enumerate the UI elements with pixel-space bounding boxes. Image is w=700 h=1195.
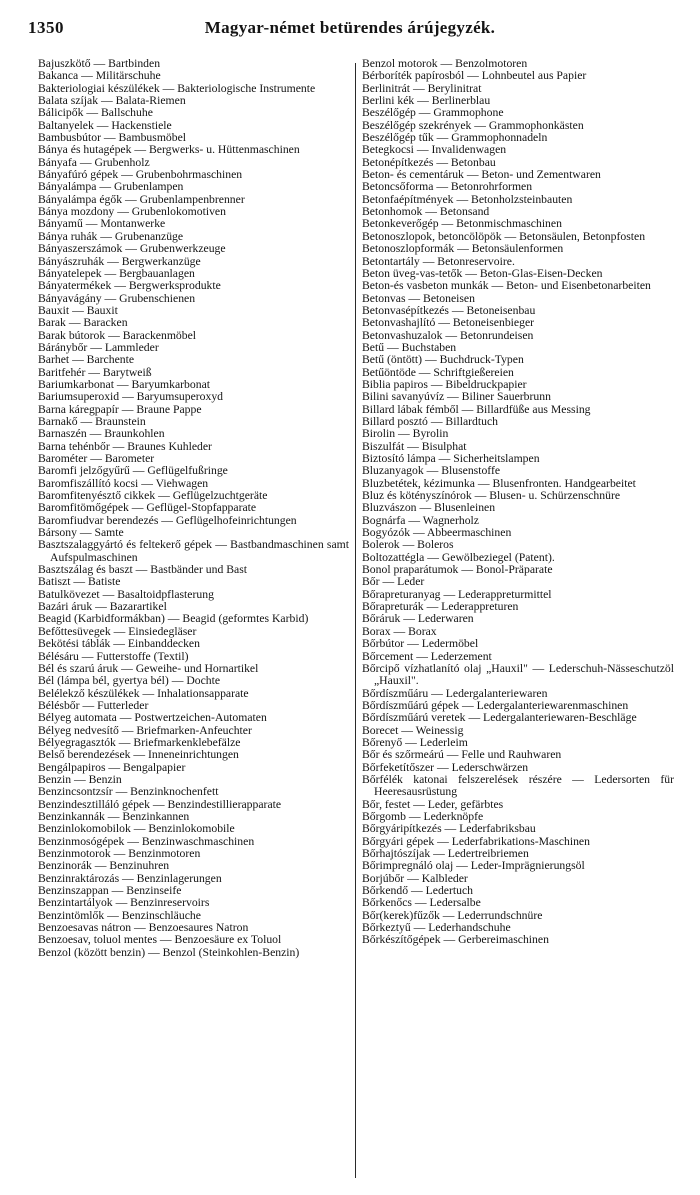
index-entry: Beton- és cementáruk — Beton- und Zementwaren	[362, 168, 601, 182]
index-entry: Bőr, festet — Leder, gefärbtes	[362, 797, 504, 811]
right-column	[362, 58, 674, 947]
index-entry: Beagid (Karbidformákban) — Beagid (geformtes Karbid)	[38, 612, 309, 626]
index-entry: Benzincsontzsír — Benzinknochenfett	[38, 785, 219, 799]
index-entry: Befőttesüvegek — Einsiedegläser	[38, 624, 197, 638]
index-entry: Bengálpapiros — Bengalpapier	[38, 760, 186, 774]
index-entry: Betoncsőforma — Betonrohrformen	[362, 180, 533, 194]
index-entry: Benzinlokomobilok — Benzinlokomobile	[38, 822, 235, 836]
index-entry: Bőrkenőcs — Ledersalbe	[362, 896, 481, 910]
index-entry: Bőrgomb — Lederknöpfe	[362, 809, 484, 823]
index-entry: Borax — Borax	[362, 624, 437, 638]
index-entry: Biztosító lámpa — Sicherheitslampen	[362, 452, 540, 465]
index-entry: Bánya ruhák — Grubenanzüge	[38, 229, 184, 243]
index-entry: Betonvashajlító — Betoneisenbieger	[362, 316, 535, 330]
index-entry: Batulkövezet — Basaltoidpflasterung	[38, 587, 214, 601]
index-entry: Beton-és vasbeton munkák — Beton- und Eisenbetonarbeiten	[362, 279, 651, 293]
index-entry: Bognárfa — Wagnerholz	[362, 513, 479, 527]
index-entry: Beszélőgép — Grammophone	[362, 106, 504, 120]
index-entry: Bőrdíszműárú veretek — Ledergalanteriewaren-Beschläge	[362, 711, 637, 725]
index-entry: Bilini savanyúvíz — Biliner Sauerbrunn	[362, 390, 551, 404]
index-entry: Bőrdíszműárú gépek — Ledergalanteriewarenmaschinen	[362, 698, 629, 712]
index-entry: Betonoszlopformák — Betonsäulenformen	[362, 242, 564, 256]
index-entry: Bányatelepek — Bergbauanlagen	[38, 266, 195, 280]
index-entry: Bluzanyagok — Blusenstoffe	[362, 464, 501, 478]
index-entry: Bányavágány — Grubenschienen	[38, 291, 196, 305]
index-entry: Benzindesztilláló gépek — Benzindestillierapparate	[38, 797, 282, 811]
index-entry: Barométer — Barometer	[38, 452, 155, 465]
index-entry: Barhet — Barchente	[38, 353, 135, 367]
index-entry: Benzinmotorok — Benzinmotoren	[38, 847, 201, 860]
index-entry: Borjúbőr — Kalbleder	[362, 871, 468, 885]
index-entry: Bőr és szőrmeárú — Felle und Rauhwaren	[362, 748, 562, 762]
index-entry: Billard lábak fémből — Billardfüße aus Messing	[362, 402, 591, 416]
index-entry: Bogyózók — Abbeermaschinen	[362, 526, 512, 540]
index-entry: Barnakő — Braunstein	[38, 414, 146, 428]
index-entry: Bakteriologiai készülékek — Bakteriologische Instrumente	[38, 81, 316, 95]
index-entry: Bőrkeztyű — Lederhandschuhe	[362, 921, 511, 935]
index-entry: Betű — Buchstaben	[362, 340, 457, 354]
index-entry: Betonhomok — Betonsand	[362, 205, 490, 219]
index-entry: Bélyegragasztók — Briefmarkenklebefälze	[38, 735, 241, 749]
index-entry: Bőrcement — Lederzement	[362, 649, 492, 663]
index-entry: Barak — Baracken	[38, 316, 128, 330]
index-entry: Bélésbőr — Futterleder	[38, 698, 149, 712]
index-entry: Bőrcipő vízhatlanító olaj „Hauxil" — Lederschuh-Nässeschutzöl „Hauxil".	[362, 661, 674, 688]
index-entry: Bányalámpa — Grubenlampen	[38, 180, 184, 194]
index-entry: Bőrfeketítőszer — Lederschwärzen	[362, 760, 529, 774]
index-entry: Benzol motorok — Benzolmotoren	[362, 57, 528, 70]
index-entry: Basztszalaggyártó és feltekerő gépek — Bastbandmaschinen samt Aufspulmaschinen	[38, 538, 349, 564]
index-entry: Bőrapreturák — Lederappreturen	[362, 600, 519, 614]
index-entry: Belélekző készülékek — Inhalationsapparate	[38, 686, 249, 700]
index-entry: Betonkeverőgép — Betonmischmaschinen	[362, 217, 562, 231]
index-entry: Bőrkendő — Ledertuch	[362, 884, 473, 898]
index-entry: Bánya és hutagépek — Bergwerks- u. Hüttenmaschinen	[38, 143, 300, 157]
index-entry: Bőrdíszműáru — Ledergalanteriewaren	[362, 686, 548, 700]
index-entry: Beton üveg-vas-tetők — Beton-Glas-Eisen-Decken	[362, 266, 603, 280]
index-entry: Benzin — Benzin	[38, 772, 122, 786]
index-entry: Baltanyelek — Hackenstiele	[38, 118, 172, 132]
index-entry: Barna tehénbőr — Braunes Kuhleder	[38, 439, 212, 453]
index-entry: Bérboríték papírosból — Lohnbeutel aus Papier	[362, 69, 587, 83]
index-entry: Bluzbetétek, kézimunka — Blusenfronten. Handgearbeitet	[362, 476, 636, 490]
index-entry: Betonoszlopok, betoncölöpök — Betonsäulen, Betonpfosten	[362, 229, 646, 243]
index-entry: Betűöntöde — Schriftgießereien	[362, 365, 514, 379]
index-entry: Billard posztó — Billardtuch	[362, 414, 499, 428]
index-entry: Bajuszkötő — Bartbinden	[38, 57, 161, 70]
index-entry: Bányatermékek — Bergwerksprodukte	[38, 279, 221, 293]
index-entry: Bonol praparátumok — Bonol-Präparate	[362, 563, 553, 577]
index-entry: Berlini kék — Berlinerblau	[362, 94, 491, 108]
index-entry: Bányafa — Grubenholz	[38, 155, 150, 169]
index-entry: Bőrapreturanyag — Lederappreturmittel	[362, 587, 552, 601]
index-entry: Barna káregpapír — Braune Pappe	[38, 402, 202, 416]
index-entry: Bekötési táblák — Einbanddecken	[38, 637, 200, 651]
index-entry: Bluz és kötényszínórok — Blusen- u. Schürzenschnüre	[362, 489, 621, 503]
index-entry: Bélyeg nedvesítő — Briefmarken-Anfeuchter	[38, 723, 252, 737]
index-entry: Bőráruk — Lederwaren	[362, 612, 474, 626]
index-entry: Benzinszappan — Benzinseife	[38, 884, 182, 898]
index-entry: Bluzvászon — Blusenleinen	[362, 501, 496, 515]
index-entry: Betegkocsi — Invalidenwagen	[362, 143, 507, 157]
index-entry: Bél (lámpa bél, gyertya bél) — Dochte	[38, 674, 221, 688]
index-entry: Bélésáru — Futterstoffe (Textil)	[38, 649, 189, 663]
index-entry: Baromfiszállító kocsi — Viehwagen	[38, 476, 209, 490]
index-entry: Bőrenyő — Lederleim	[362, 735, 468, 749]
index-entry: Bőrimpregnáló olaj — Leder-Imprägnierungsöl	[362, 859, 585, 873]
index-entry: Borecet — Weinessig	[362, 723, 464, 737]
index-entry: Bánya mozdony — Grubenlokomotiven	[38, 205, 226, 219]
index-entry: Benzintömlők — Benzinschläuche	[38, 908, 201, 922]
index-entry: Betonfaépítmények — Betonholzsteinbauten	[362, 192, 573, 206]
index-entry: Bakanca — Militärschuhe	[38, 69, 161, 83]
index-entry: Bányamű — Montanwerke	[38, 217, 166, 231]
index-entry: Barnaszén — Braunkohlen	[38, 427, 165, 441]
index-entry: Bolerok — Boleros	[362, 538, 454, 552]
index-entry: Baromfitenyésztő cikkek — Geflügelzuchtgeräte	[38, 489, 268, 503]
index-entry: Barak bútorok — Barackenmöbel	[38, 328, 197, 342]
index-entry: Bányászruhák — Bergwerkanzüge	[38, 254, 201, 268]
index-entry: Berlinitrát — Berylinitrat	[362, 81, 482, 95]
index-entry: Belső berendezések — Inneneinrichtungen	[38, 748, 239, 762]
index-entry: Betonvasépítkezés — Betoneisenbau	[362, 303, 536, 317]
index-entry: Benzinmosógépek — Benzinwaschmaschinen	[38, 834, 255, 848]
index-entry: Bőrbútor — Ledermöbel	[362, 637, 479, 651]
index-entry: Baromfi jelzőgyűrű — Geflügelfußringe	[38, 464, 228, 478]
index-entry: Bányafúró gépek — Grubenbohrmaschinen	[38, 168, 243, 182]
index-entry: Betonvas — Betoneisen	[362, 291, 475, 305]
index-entry: Bányalámpa égők — Grubenlampenbrenner	[38, 192, 245, 206]
index-entry: Beszélőgép tűk — Grammophonnadeln	[362, 131, 548, 145]
index-entry: Betonépítkezés — Betonbau	[362, 155, 496, 169]
index-entry: Benzintartályok — Benzinreservoirs	[38, 896, 210, 910]
index-entry: Beszélőgép szekrények — Grammophonkästen	[362, 118, 584, 132]
page-title: Magyar-német betürendes árújegyzék.	[204, 18, 496, 37]
index-entry: Biszulfát — Bisulphat	[362, 439, 467, 453]
index-entry: Basztszálag és baszt — Bastbänder und Bast	[38, 563, 248, 577]
index-entry: Bambusbútor — Bambusmöbel	[38, 131, 187, 145]
index-entry: Benzinorák — Benzinuhren	[38, 859, 170, 873]
index-entry: Bőrkészítőgépek — Gerbereimaschinen	[362, 933, 549, 947]
index-entry: Baritfehér — Barytweiß	[38, 365, 152, 379]
index-entry: Bélyeg automata — Postwertzeichen-Automaten	[38, 711, 267, 725]
index-entry: Bőr — Leder	[362, 575, 425, 589]
index-entry: Bőrfélék katonai felszerelések részére — Ledersorten für Heeresausrüstung	[362, 772, 674, 799]
index-entry: Batiszt — Batiste	[38, 575, 121, 589]
index-entry: Bőrhajtószíjak — Ledertreibriemen	[362, 847, 529, 860]
index-entry: Bél és szarú áruk — Geweihe- und Hornartikel	[38, 661, 259, 675]
index-entry: Bauxit — Bauxit	[38, 303, 118, 317]
index-entry: Benzoesav, toluol mentes — Benzoesäure ex Toluol	[38, 933, 282, 947]
index-entry: Benzinraktározás — Benzinlagerungen	[38, 871, 222, 885]
page-number: 1350	[28, 18, 64, 37]
index-entry: Baromfitömőgépek — Geflügel-Stopfapparate	[38, 501, 257, 515]
index-entry: Bazári áruk — Bazarartikel	[38, 600, 167, 614]
index-entry: Bőrgyáripítkezés — Lederfabriksbau	[362, 822, 536, 836]
index-entry: Bőr(kerek)fűzők — Lederrundschnüre	[362, 908, 543, 922]
index-entry: Bariumkarbonat — Baryumkarbonat	[38, 377, 211, 391]
index-entry: Birolin — Byrolin	[362, 427, 449, 441]
index-entry: Biblia papiros — Bibeldruckpapier	[362, 377, 527, 391]
index-entry: Baromfiudvar berendezés — Geflügelhofeinrichtungen	[38, 513, 297, 527]
index-entry: Boltozattégla — Gewölbeziegel (Patent).	[362, 550, 555, 564]
index-entry: Bársony — Samte	[38, 526, 124, 540]
index-entry: Bálicipők — Ballschuhe	[38, 106, 153, 120]
left-column	[38, 58, 349, 959]
index-entry: Bányaszerszámok — Grubenwerkzeuge	[38, 242, 226, 256]
index-entry: Benzinkannák — Benzinkannen	[38, 809, 190, 823]
index-entry: Báránybőr — Lammleder	[38, 340, 159, 354]
index-entry: Betonvashuzalok — Betonrundeisen	[362, 328, 534, 342]
index-entry: Bariumsuperoxid — Baryumsuperoxyd	[38, 390, 224, 404]
index-entry: Benzol (között benzin) — Benzol (Steinkohlen-Benzin)	[38, 945, 300, 959]
index-entry: Betontartály — Betonreservoire.	[362, 254, 515, 268]
index-entry: Balata szíjak — Balata-Riemen	[38, 94, 186, 108]
index-entry: Benzoesavas nátron — Benzoesaures Natron	[38, 921, 249, 935]
index-entry: Bőrgyári gépek — Lederfabrikations-Maschinen	[362, 834, 590, 848]
column-divider	[355, 63, 356, 1178]
index-entry: Betű (öntött) — Buchdruck-Typen	[362, 353, 524, 367]
